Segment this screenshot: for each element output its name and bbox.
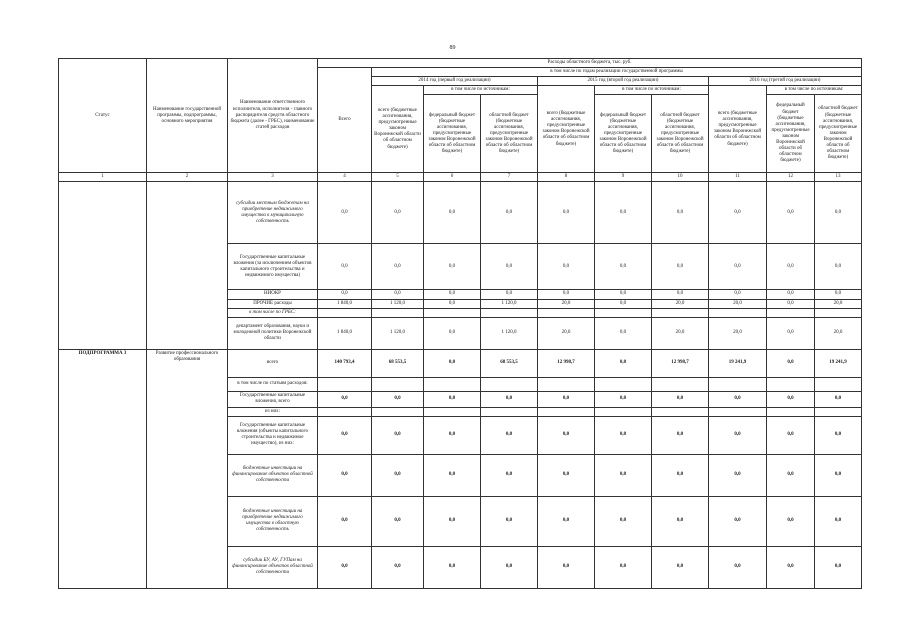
cell-value: 0,0: [595, 317, 652, 349]
row-label: Государственные капитальные вложения, всего: [228, 391, 318, 407]
cell-value: 0,0: [481, 244, 538, 290]
cell-value: 0,0: [767, 416, 815, 454]
cell-value: 0,0: [767, 317, 815, 349]
cell-value: 0,0: [318, 290, 372, 299]
cell-value: 1 120,0: [372, 317, 424, 349]
cell-value: 0,0: [767, 496, 815, 546]
cell-value: 0,0: [424, 317, 481, 349]
cell-value: [318, 377, 372, 391]
header-expenses: Расходы областного бюджета, тыс. руб.: [318, 59, 862, 68]
table-row: [59, 182, 862, 244]
cell-value: [709, 407, 767, 416]
row-label: бюджетные инвестиции на финансирование объектов областной собственности: [228, 454, 318, 496]
cell-value: [538, 308, 595, 317]
cell-value: 0,0: [652, 416, 709, 454]
cell-value: 0,0: [815, 496, 862, 546]
cell-value: 19 241,9: [709, 349, 767, 377]
cell-value: 0,0: [652, 290, 709, 299]
row-label: Государственные капитальные вложения (объекты капитального строительства и недвижимое имущество), из них:: [228, 416, 318, 454]
cell-value: 0,0: [372, 391, 424, 407]
cell-value: 1 840,0: [318, 317, 372, 349]
cell-value: 0,0: [595, 299, 652, 308]
header-2015-federal: федеральный бюджет (бюджетные ассигнования, предусмотренные законом Воронежской области об областном бюджете): [595, 95, 652, 173]
cell-value: [709, 377, 767, 391]
cell-value: 0,0: [595, 391, 652, 407]
cell-value: 19 241,9: [815, 349, 862, 377]
row-label: субсидии БУ, АУ, ГУПам на финансирование объектов областной собственности: [228, 546, 318, 588]
cell-value: 0,0: [424, 416, 481, 454]
status-cell: [59, 182, 147, 349]
cell-value: 0,0: [372, 244, 424, 290]
cell-value: [538, 407, 595, 416]
cell-value: [372, 308, 424, 317]
cell-value: 0,0: [652, 546, 709, 588]
column-number: 6: [424, 173, 481, 182]
cell-value: 0,0: [652, 182, 709, 244]
header-2014-federal: федеральный бюджет (бюджетные ассигнования, предусмотренные законом Воронежской области об областном бюджете): [424, 95, 481, 173]
column-number: 10: [652, 173, 709, 182]
column-number: 7: [481, 173, 538, 182]
header-total: Всего: [318, 68, 372, 173]
header-by-years: в том числе по годам реализации государственной программы: [372, 68, 862, 77]
cell-value: 0,0: [767, 182, 815, 244]
header-year-2016: 2016 год (третий год реализации): [709, 77, 862, 86]
cell-value: 68 553,5: [481, 349, 538, 377]
cell-value: 0,0: [424, 299, 481, 308]
cell-value: 20,0: [538, 317, 595, 349]
cell-value: 0,0: [595, 244, 652, 290]
cell-value: 68 553,5: [372, 349, 424, 377]
cell-value: 0,0: [372, 416, 424, 454]
table-row: [59, 349, 862, 377]
cell-value: [595, 407, 652, 416]
cell-value: 0,0: [481, 290, 538, 299]
cell-value: [481, 308, 538, 317]
row-label: НИОКР: [228, 290, 318, 299]
header-program-name: Наименование государственной программы, подпрограммы, основного мероприятия: [147, 59, 228, 173]
cell-value: 0,0: [372, 182, 424, 244]
cell-value: 0,0: [424, 496, 481, 546]
header-2014-all: всего (бюджетные ассигнования, предусмотренные законом Воронежской области об областном бюджете): [372, 86, 424, 173]
column-number: 13: [815, 173, 862, 182]
header-2016-federal: федеральный бюджет (бюджетные ассигнования, предусмотренные законом Воронежской области об областном бюджете): [767, 95, 815, 173]
cell-value: [372, 407, 424, 416]
cell-value: 0,0: [709, 416, 767, 454]
header-year-2014: 2014 год (первый год реализации): [372, 77, 538, 86]
cell-value: [767, 308, 815, 317]
cell-value: [652, 377, 709, 391]
cell-value: [767, 407, 815, 416]
cell-value: 0,0: [595, 496, 652, 546]
page-number: 89: [449, 45, 456, 51]
cell-value: 0,0: [709, 391, 767, 407]
cell-value: 0,0: [595, 416, 652, 454]
cell-value: 0,0: [815, 416, 862, 454]
cell-value: [815, 377, 862, 391]
cell-value: 0,0: [767, 299, 815, 308]
cell-value: 0,0: [424, 182, 481, 244]
column-number: 12: [767, 173, 815, 182]
cell-value: 0,0: [595, 454, 652, 496]
row-label: всего: [228, 349, 318, 377]
cell-value: [652, 407, 709, 416]
cell-value: 0,0: [652, 391, 709, 407]
cell-value: 0,0: [318, 416, 372, 454]
cell-value: 0,0: [538, 290, 595, 299]
cell-value: [767, 377, 815, 391]
row-label: бюджетные инвестиции на приобретение недвижимого имущества в областную собственность: [228, 496, 318, 546]
cell-value: 0,0: [709, 496, 767, 546]
cell-value: 0,0: [424, 454, 481, 496]
cell-value: 0,0: [652, 244, 709, 290]
cell-value: 0,0: [318, 244, 372, 290]
cell-value: 0,0: [815, 182, 862, 244]
cell-value: 0,0: [709, 244, 767, 290]
cell-value: 1 120,0: [481, 299, 538, 308]
cell-value: [424, 407, 481, 416]
row-label: в том числе по статьям расходов:: [228, 377, 318, 391]
header-2015-regional: областной бюджет (бюджетные ассигнования, предусмотренные законом Воронежской области об областном бюджете): [652, 95, 709, 173]
cell-value: [318, 308, 372, 317]
cell-value: 0,0: [481, 454, 538, 496]
cell-value: 0,0: [481, 416, 538, 454]
cell-value: 0,0: [538, 546, 595, 588]
cell-value: 20,0: [709, 299, 767, 308]
header-year-2015: 2015 год (второй год реализации): [538, 77, 709, 86]
cell-value: 0,0: [481, 496, 538, 546]
cell-value: 0,0: [709, 182, 767, 244]
header-2015-all: всего (бюджетные ассигнования, предусмотренные законом Воронежской области об областном бюджете): [538, 86, 595, 173]
cell-value: 0,0: [318, 182, 372, 244]
cell-value: 0,0: [424, 290, 481, 299]
cell-value: 0,0: [815, 546, 862, 588]
column-number-row: [59, 173, 862, 182]
column-number: 4: [318, 173, 372, 182]
cell-value: 0,0: [538, 244, 595, 290]
header-status: Статус: [59, 59, 147, 173]
row-label: в том числе по ГРБС:: [228, 308, 318, 317]
cell-value: 0,0: [595, 182, 652, 244]
cell-value: 0,0: [767, 244, 815, 290]
cell-value: 0,0: [481, 391, 538, 407]
cell-value: 0,0: [709, 290, 767, 299]
cell-value: 0,0: [767, 546, 815, 588]
header-2014-sources: в том числе по источникам:: [424, 86, 538, 95]
cell-value: 20,0: [652, 299, 709, 308]
cell-value: [595, 308, 652, 317]
column-number: 5: [372, 173, 424, 182]
cell-value: [815, 308, 862, 317]
cell-value: 0,0: [424, 546, 481, 588]
cell-value: 0,0: [318, 546, 372, 588]
cell-value: 0,0: [538, 454, 595, 496]
cell-value: 12 998,7: [538, 349, 595, 377]
cell-value: 0,0: [595, 349, 652, 377]
cell-value: 20,0: [815, 317, 862, 349]
header-2014-regional: областной бюджет (бюджетные ассигнования, предусмотренные законом Воронежской области об областном бюджете): [481, 95, 538, 173]
cell-value: 12 998,7: [652, 349, 709, 377]
cell-value: 1 120,0: [372, 299, 424, 308]
row-label: из них:: [228, 407, 318, 416]
cell-value: 0,0: [372, 290, 424, 299]
cell-value: 0,0: [767, 290, 815, 299]
cell-value: 140 793,4: [318, 349, 372, 377]
cell-value: [652, 308, 709, 317]
cell-value: [595, 377, 652, 391]
cell-value: 0,0: [318, 496, 372, 546]
cell-value: 0,0: [481, 182, 538, 244]
cell-value: [538, 377, 595, 391]
cell-value: 0,0: [538, 182, 595, 244]
column-number: 8: [538, 173, 595, 182]
cell-value: [709, 308, 767, 317]
cell-value: 1 120,0: [481, 317, 538, 349]
cell-value: 0,0: [538, 496, 595, 546]
budget-table: [58, 58, 862, 589]
cell-value: 0,0: [767, 391, 815, 407]
column-number: 11: [709, 173, 767, 182]
cell-value: 0,0: [815, 391, 862, 407]
cell-value: 20,0: [652, 317, 709, 349]
cell-value: 0,0: [424, 244, 481, 290]
subprogram-status: ПОДПРОГРАММА 3: [59, 349, 147, 588]
row-label: субсидии местным бюджетам на приобретение недвижимого имущества в муниципальную собственность: [228, 182, 318, 244]
program-cell: [147, 182, 228, 349]
cell-value: 20,0: [709, 317, 767, 349]
cell-value: 20,0: [538, 299, 595, 308]
row-label: ПРОЧИЕ расходы: [228, 299, 318, 308]
cell-value: [424, 377, 481, 391]
cell-value: 0,0: [815, 290, 862, 299]
cell-value: 0,0: [815, 244, 862, 290]
cell-value: [424, 308, 481, 317]
cell-value: 0,0: [652, 496, 709, 546]
column-number: 9: [595, 173, 652, 182]
column-number: 3: [228, 173, 318, 182]
row-label: Государственные капитальные вложения (за исключением объектов капитального строительства и недвижимого имущества): [228, 244, 318, 290]
cell-value: 0,0: [372, 454, 424, 496]
cell-value: 0,0: [815, 454, 862, 496]
header-2015-sources: в том числе по источникам:: [595, 86, 709, 95]
cell-value: 0,0: [318, 391, 372, 407]
subprogram-name: Развитие профессионального образования: [147, 349, 228, 588]
cell-value: 0,0: [538, 391, 595, 407]
header-2016-sources: в том числе по источникам:: [767, 86, 862, 95]
cell-value: 0,0: [538, 416, 595, 454]
cell-value: 0,0: [767, 349, 815, 377]
column-number: 1: [59, 173, 147, 182]
header-2016-all: всего (бюджетные ассигнования, предусмотренные законом Воронежской области об областном бюджете): [709, 86, 767, 173]
cell-value: 0,0: [595, 546, 652, 588]
cell-value: 0,0: [424, 349, 481, 377]
cell-value: [481, 407, 538, 416]
cell-value: 0,0: [318, 454, 372, 496]
cell-value: 0,0: [595, 290, 652, 299]
cell-value: 0,0: [481, 546, 538, 588]
header-2016-regional: областной бюджет (бюджетные ассигнования, предусмотренные законом Воронежской области об областном бюджете): [815, 95, 862, 173]
header-responsible: Наименование ответственного исполнителя, исполнителя - главного распорядителя средств областного бюджета (далее - ГРБС), наименование статей расходов: [228, 59, 318, 173]
cell-value: 0,0: [372, 546, 424, 588]
cell-value: [481, 377, 538, 391]
cell-value: 0,0: [709, 546, 767, 588]
column-number: 2: [147, 173, 228, 182]
row-label: департамент образования, науки и молодежной политики Воронежской области: [228, 317, 318, 349]
cell-value: 0,0: [709, 454, 767, 496]
cell-value: 20,0: [815, 299, 862, 308]
cell-value: 0,0: [767, 454, 815, 496]
cell-value: [815, 407, 862, 416]
cell-value: 1 840,0: [318, 299, 372, 308]
cell-value: [318, 407, 372, 416]
cell-value: [372, 377, 424, 391]
cell-value: 0,0: [424, 391, 481, 407]
cell-value: 0,0: [652, 454, 709, 496]
cell-value: 0,0: [372, 496, 424, 546]
